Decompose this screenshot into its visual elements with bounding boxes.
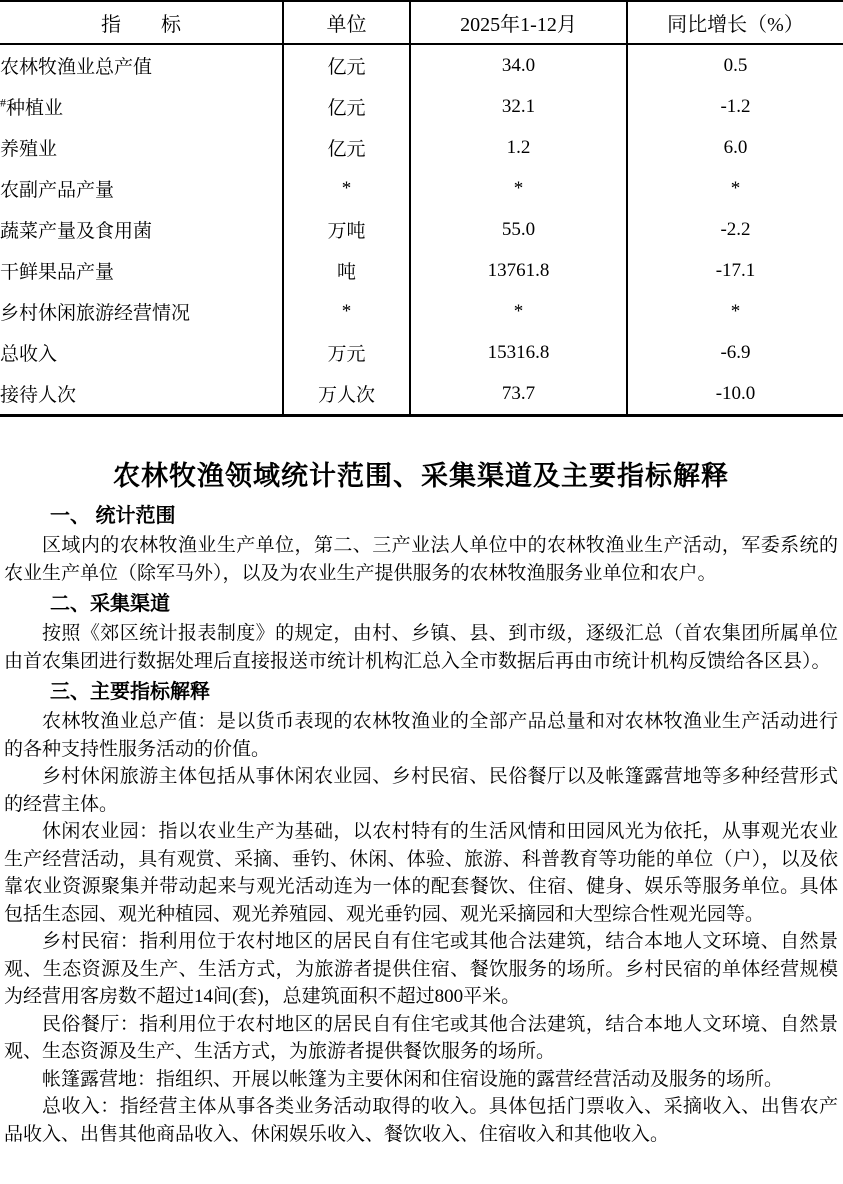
paragraph-scope: 区域内的农林牧渔业生产单位，第二、三产业法人单位中的农林牧渔业生产活动，军委系统的农业生产单位（除军马外），以及为农业生产提供服务的农林牧渔服务业单位和农户。 — [4, 535, 838, 584]
table-row — [0, 86, 843, 127]
section-heading-indicators: 三、主要指标解释 — [50, 681, 210, 703]
cell-indicator: 干鲜果品产量 — [0, 250, 283, 291]
header-indicator: 指 标 — [0, 1, 283, 44]
section-heading-scope: 一、 统计范围 — [50, 505, 176, 527]
cell-growth: * — [730, 300, 741, 322]
cell-indicator: 蔬菜产量及食用菌 — [0, 209, 283, 250]
explanation-article — [0, 459, 843, 1148]
table-row — [0, 209, 843, 250]
paragraph-total-income: 总收入：指经营主体从事各类业务活动取得的收入。具体包括门票收入、采摘收入、出售农产品收入、出售其他商品收入、休闲娱乐收入、餐饮收入、住宿收入和其他收入。 — [4, 1096, 838, 1145]
cell-indicator — [0, 86, 283, 127]
cell-growth: 6.0 — [723, 136, 748, 158]
cell-value: 15316.8 — [410, 332, 627, 373]
paragraph-folk-restaurant: 民俗餐厅：指利用位于农村地区的居民自有住宅或其他合法建筑，结合本地人文环境、自然景观、生态资源及生产、生活方式，为旅游者提供餐饮服务的场所。 — [4, 1013, 838, 1062]
cell-value: 1.2 — [410, 127, 627, 168]
cell-indicator: 农副产品产量 — [0, 168, 283, 209]
table-row — [0, 168, 843, 209]
cell-value: 13761.8 — [410, 250, 627, 291]
paragraph-leisure-farm: 休闲农业园：指以农业生产为基础，以农村特有的生活风情和田园风光为依托，从事观光农业生产经营活动，具有观赏、采摘、垂钓、休闲、体验、旅游、科普教育等功能的单位（户），以及依靠农业资源聚集并带动起来与观光活动连为一体的配套餐饮、住宿、健身、娱乐等服务单位。具体包括生态园、观光种植园、观光养殖园、观光垂钓园、观光采摘园和大型综合性观光园等。 — [4, 821, 838, 925]
paragraph-channel: 按照《郊区统计报表制度》的规定，由村、乡镇、县、到市级，逐级汇总（首农集团所属单位由首农集团进行数据处理后直接报送市统计机构汇总入全市数据后再由市统计机构反馈给各区县）。 — [4, 623, 838, 672]
section-heading-channel: 二、采集渠道 — [50, 593, 170, 615]
cell-growth: * — [730, 177, 741, 199]
paragraph-rural-homestay: 乡村民宿：指利用位于农村地区的居民自有住宅或其他合法建筑，结合本地人文环境、自然景观、生态资源及生产、生活方式，为旅游者提供住宿、餐饮服务的场所。乡村民宿的单体经营规模为经营用客房数不超过14间(套)，总建筑面积不超过800平米。 — [4, 931, 838, 1007]
table-row — [0, 291, 843, 332]
hash-marker: # — [0, 95, 6, 110]
header-growth: 同比增长（%） — [627, 1, 843, 44]
paragraph-rural-tourism: 乡村休闲旅游主体包括从事休闲农业园、乡村民宿、民俗餐厅以及帐篷露营地等多种经营形式的经营主体。 — [4, 766, 838, 815]
cell-unit: 万元 — [283, 332, 410, 373]
table-row — [0, 127, 843, 168]
cell-value: 73.7 — [410, 373, 627, 416]
cell-unit: 亿元 — [283, 127, 410, 168]
statistics-table — [0, 0, 843, 417]
table-row — [0, 250, 843, 291]
cell-growth: -6.9 — [720, 341, 751, 363]
cell-unit: 吨 — [283, 250, 410, 291]
cell-growth: -1.2 — [720, 95, 751, 117]
cell-unit: 万人次 — [283, 373, 410, 416]
table-row — [0, 44, 843, 86]
cell-unit: * — [283, 168, 410, 209]
cell-growth: -17.1 — [715, 259, 756, 281]
header-period: 2025年1-12月 — [410, 1, 627, 44]
cell-growth: -2.2 — [720, 218, 751, 240]
cell-indicator: 乡村休闲旅游经营情况 — [0, 291, 283, 332]
cell-unit: 亿元 — [283, 44, 410, 86]
cell-value: 32.1 — [410, 86, 627, 127]
header-unit: 单位 — [283, 1, 410, 44]
table-header-row — [0, 1, 843, 44]
cell-unit: * — [283, 291, 410, 332]
cell-value: 55.0 — [410, 209, 627, 250]
table-row — [0, 373, 843, 416]
cell-indicator: 接待人次 — [0, 373, 283, 416]
cell-growth: 0.5 — [723, 54, 748, 76]
cell-value: * — [410, 168, 627, 209]
paragraph-total-output: 农林牧渔业总产值：是以货币表现的农林牧渔业的全部产品总量和对农林牧渔业生产活动进行的各种支持性服务活动的价值。 — [4, 711, 838, 760]
cell-indicator: 总收入 — [0, 332, 283, 373]
article-title: 农林牧渔领域统计范围、采集渠道及主要指标解释 — [113, 461, 729, 491]
cell-indicator: 农林牧渔业总产值 — [0, 44, 283, 86]
cell-unit: 亿元 — [283, 86, 410, 127]
paragraph-tent-camp: 帐篷露营地：指组织、开展以帐篷为主要休闲和住宿设施的露营经营活动及服务的场所。 — [42, 1068, 784, 1090]
cell-value: * — [410, 291, 627, 332]
table-row — [0, 332, 843, 373]
cell-indicator: 养殖业 — [0, 127, 283, 168]
indicator-text: 种植业 — [6, 98, 64, 119]
cell-growth: -10.0 — [715, 382, 756, 404]
cell-unit: 万吨 — [283, 209, 410, 250]
cell-value: 34.0 — [410, 44, 627, 86]
